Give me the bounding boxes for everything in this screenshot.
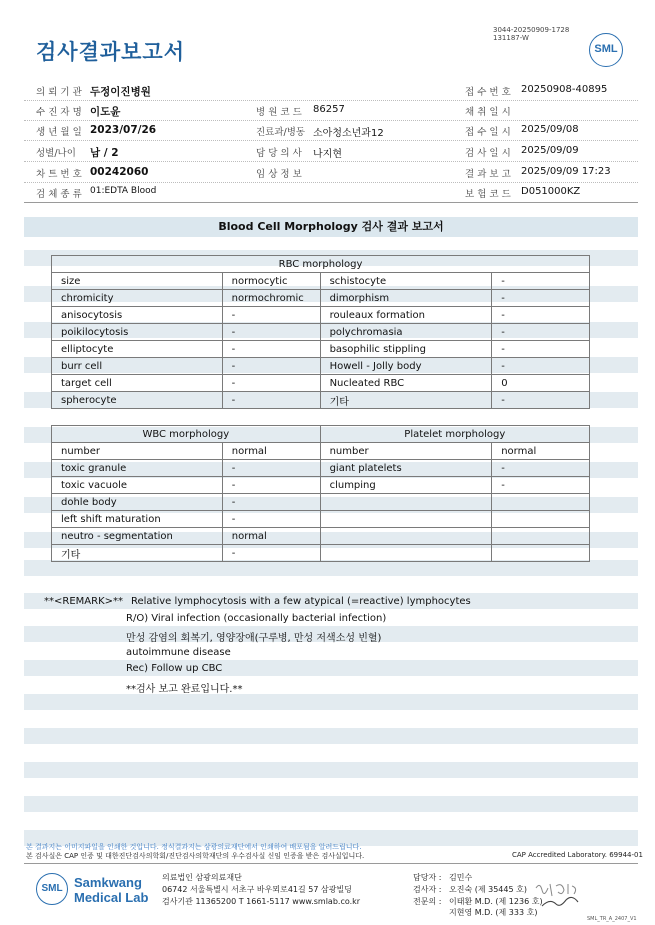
table-row (52, 273, 590, 290)
table-row (52, 528, 590, 545)
reported-label: 결 과 보 고 (465, 169, 511, 180)
table-row (52, 358, 590, 375)
cap-accreditation: CAP Accredited Laboratory. 69944-01 (512, 851, 643, 859)
sex-age-value: 남 / 2 (90, 147, 119, 159)
brand-name (74, 875, 148, 905)
expert-value-1: 이태환 M.D. (제 1236 호) (449, 897, 543, 906)
rbc-result: - (492, 324, 590, 341)
footer-notice: 본 결과지는 이미지파일을 인쇄한 것입니다. 정식결과지는 삼광의료재단에서 인쇄하여 배포됨을 알려드립니다. (26, 843, 362, 851)
platelet-item: clumping (320, 477, 492, 494)
rbc-item: poikilocytosis (52, 324, 223, 341)
tester-value: 오진숙 (제 35445 호) (449, 885, 527, 894)
hospital-code-label: 병 원 코 드 (256, 107, 302, 118)
received-value: 2025/09/08 (521, 124, 579, 135)
insurance-value: D051000KZ (521, 186, 581, 197)
wbc-result: - (222, 545, 320, 562)
remark-line: R/O) Viral infection (occasionally bacterial infection) (126, 613, 387, 624)
reported-value: 2025/09/09 17:23 (521, 166, 611, 177)
chart-label: 차 트 번 호 (36, 169, 82, 180)
info-row-chart (24, 162, 638, 183)
brand-name-line-2: Medical Lab (74, 890, 149, 905)
platelet-item (320, 528, 492, 545)
rbc-result: normocytic (222, 273, 320, 290)
background-stripe (24, 660, 638, 676)
rbc-result: - (492, 307, 590, 324)
patient-label: 수 진 자 명 (36, 107, 82, 118)
table-row (52, 443, 590, 460)
background-stripe (24, 560, 638, 576)
institution-value: 두정이진병원 (90, 86, 151, 98)
wbc-table-title: WBC morphology (52, 426, 321, 443)
report-title: 검사결과보고서 (36, 40, 186, 64)
platelet-result: normal (492, 443, 590, 460)
wbc-item: toxic granule (52, 460, 223, 477)
wbc-item: dohle body (52, 494, 223, 511)
section-title: Blood Cell Morphology 검사 결과 보고서 (24, 217, 638, 237)
clinical-label: 임 상 정 보 (256, 169, 302, 180)
info-row-specimen (24, 182, 638, 203)
doctor-label: 담 당 의 사 (256, 148, 302, 159)
signature-icon (532, 878, 588, 914)
specimen-label: 검 체 종 류 (36, 189, 82, 200)
brand-name-line-1: Samkwang (74, 875, 142, 890)
rbc-result: 0 (492, 375, 590, 392)
table-row (52, 324, 590, 341)
rbc-result: normochromic (222, 290, 320, 307)
wbc-item: 기타 (52, 545, 223, 562)
rbc-item: burr cell (52, 358, 223, 375)
table-row (52, 341, 590, 358)
rbc-item: Nucleated RBC (320, 375, 492, 392)
rbc-result: - (492, 358, 590, 375)
sml-logo-icon: SML (589, 33, 623, 67)
wbc-result: normal (222, 443, 320, 460)
table-row (52, 290, 590, 307)
rbc-item: anisocytosis (52, 307, 223, 324)
org-address: 06742 서울특별시 서초구 바우뫼로41길 57 삼광빌딩 (162, 885, 352, 894)
specimen-value: 01:EDTA Blood (90, 186, 157, 196)
table-row (52, 460, 590, 477)
rbc-item: 기타 (320, 392, 492, 409)
rbc-item: size (52, 273, 223, 290)
wbc-result: - (222, 494, 320, 511)
wbc-item: neutro - segmentation (52, 528, 223, 545)
rbc-result: - (222, 307, 320, 324)
table-row (52, 375, 590, 392)
remark-line: Rec) Follow up CBC (126, 663, 223, 674)
received-label: 접 수 일 시 (465, 127, 511, 138)
tester-label: 검사자 : (413, 885, 442, 894)
rbc-result: - (492, 273, 590, 290)
rbc-result: - (492, 392, 590, 409)
document-code-1: 3044-20250909-1728 (493, 26, 570, 34)
expert-value-2: 지현영 M.D. (제 333 호) (449, 908, 538, 917)
remark-line: 만성 감염의 회복기, 영양장애(구루병, 만성 저색소성 빈혈) (126, 633, 382, 644)
table-row (52, 511, 590, 528)
background-stripe (24, 728, 638, 744)
platelet-result (492, 528, 590, 545)
rbc-result: - (222, 375, 320, 392)
rbc-item: elliptocyte (52, 341, 223, 358)
platelet-item (320, 511, 492, 528)
background-stripe (24, 762, 638, 778)
wbc-item: left shift maturation (52, 511, 223, 528)
rbc-result: - (222, 358, 320, 375)
collection-label: 채 취 일 시 (465, 107, 511, 118)
rbc-result: - (222, 341, 320, 358)
rbc-morphology-table (51, 255, 590, 409)
platelet-item: number (320, 443, 492, 460)
rbc-table-title: RBC morphology (52, 256, 590, 273)
platelet-result (492, 511, 590, 528)
wbc-item: toxic vacuole (52, 477, 223, 494)
remark-label: **<REMARK>** (44, 596, 123, 607)
rbc-result: - (222, 392, 320, 409)
rbc-item: rouleaux formation (320, 307, 492, 324)
staff-value: 김민수 (449, 873, 473, 882)
receipt-no-value: 20250908-40895 (521, 84, 608, 95)
remark-line: autoimmune disease (126, 647, 231, 658)
form-code: SML_TR_A_2407_V1 (587, 916, 637, 922)
info-row-institution (24, 80, 638, 101)
platelet-result: - (492, 460, 590, 477)
insurance-label: 보 험 코 드 (465, 189, 511, 200)
rbc-result: - (222, 324, 320, 341)
wbc-platelet-morphology-table (51, 425, 590, 562)
remark-line: Relative lymphocytosis with a few atypical (=reactive) lymphocytes (131, 596, 471, 607)
platelet-item: giant platelets (320, 460, 492, 477)
platelet-item (320, 494, 492, 511)
rbc-item: spherocyte (52, 392, 223, 409)
table-row (52, 477, 590, 494)
doctor-value: 나지현 (313, 149, 342, 160)
patient-value: 이도윤 (90, 106, 121, 118)
rbc-item: polychromasia (320, 324, 492, 341)
expert-label: 전문의 : (413, 897, 442, 906)
table-row (52, 307, 590, 324)
footer-accreditation: 본 검사실은 CAP 인증 및 대한진단검사의학회/진단검사의학재단의 우수검사실 신임 인증을 받은 검사실입니다. (26, 852, 365, 860)
info-row-patient (24, 100, 638, 121)
org-name: 의료법인 삼광의료재단 (162, 873, 242, 882)
wbc-result: normal (222, 528, 320, 545)
rbc-item: basophilic stippling (320, 341, 492, 358)
wbc-result: - (222, 477, 320, 494)
wbc-item: number (52, 443, 223, 460)
rbc-result: - (492, 341, 590, 358)
wbc-result: - (222, 460, 320, 477)
institution-label: 의 뢰 기 관 (36, 87, 82, 98)
platelet-result (492, 545, 590, 562)
footer-divider (24, 863, 638, 864)
info-row-sex-age (24, 141, 638, 162)
table-row (52, 545, 590, 562)
remark-line: **검사 보고 완료입니다.** (126, 684, 243, 695)
platelet-table-title: Platelet morphology (320, 426, 589, 443)
table-row (52, 494, 590, 511)
table-header-row (52, 256, 590, 273)
platelet-item (320, 545, 492, 562)
dob-label: 생 년 월 일 (36, 127, 82, 138)
rbc-item: schistocyte (320, 273, 492, 290)
dept-label: 진료과/병동 (256, 127, 306, 138)
wbc-result: - (222, 511, 320, 528)
sml-logo-icon: SML (36, 873, 68, 905)
hospital-code-value: 86257 (313, 104, 345, 115)
rbc-result: - (492, 290, 590, 307)
document-code-2: 131187-W (493, 34, 529, 42)
org-contact: 검사기관 11365200 T 1661-5117 www.smlab.co.kr (162, 897, 361, 906)
sex-age-label: 성별/나이 (36, 148, 76, 159)
staff-label: 담당자 : (413, 873, 442, 882)
rbc-item: target cell (52, 375, 223, 392)
platelet-result (492, 494, 590, 511)
background-stripe (24, 796, 638, 812)
table-row (52, 392, 590, 409)
tested-value: 2025/09/09 (521, 145, 579, 156)
table-header-row (52, 426, 590, 443)
tested-label: 검 사 일 시 (465, 148, 511, 159)
receipt-no-label: 접 수 번 호 (465, 87, 511, 98)
background-stripe (24, 694, 638, 710)
document-code (493, 26, 569, 42)
rbc-item: Howell - Jolly body (320, 358, 492, 375)
dept-value: 소아청소년과12 (313, 128, 384, 139)
dob-value: 2023/07/26 (90, 124, 157, 136)
rbc-item: chromicity (52, 290, 223, 307)
rbc-item: dimorphism (320, 290, 492, 307)
platelet-result: - (492, 477, 590, 494)
info-row-dob (24, 120, 638, 141)
chart-value: 00242060 (90, 166, 149, 178)
